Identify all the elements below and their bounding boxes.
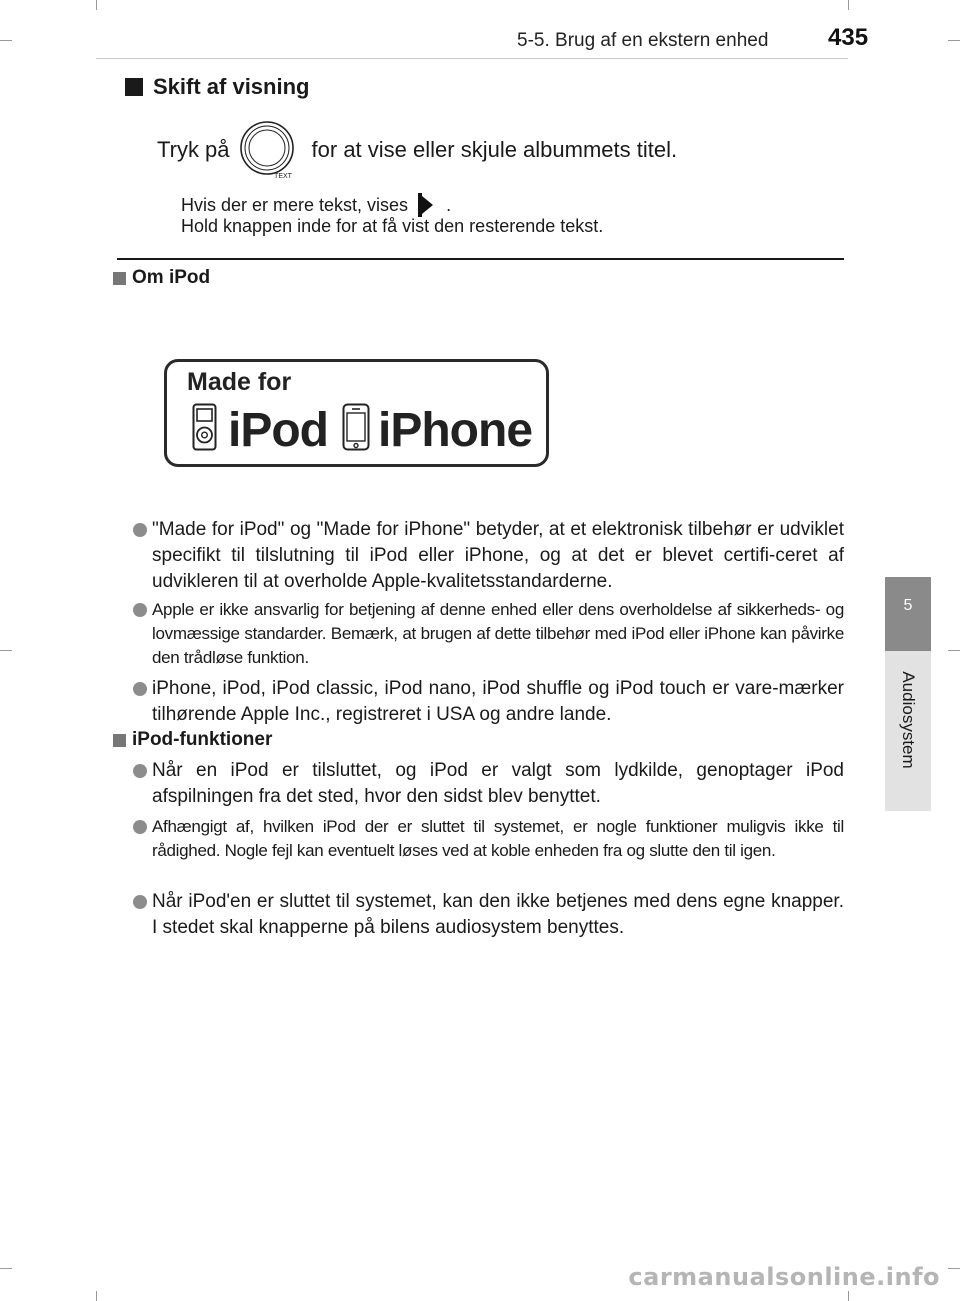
subheading-text: iPod-funktioner <box>132 729 273 750</box>
header-section-title: 5-5. Brug af en ekstern enhed <box>517 30 769 51</box>
iphone-device-icon <box>342 403 370 451</box>
text-knob-icon <box>238 120 298 180</box>
chapter-label: Audiosystem <box>899 671 918 769</box>
list-item-text: "Made for iPod" og "Made for iPhone" betyder, at et elektronisk tilbehør er udviklet specifikt til tilslutning til iPod eller iPhone, og at det er blevet certifi-ceret af udvikleren til at overholde Apple-kvalitetsstandarderne. <box>152 519 844 592</box>
chapter-tab-number: 5 <box>903 597 913 614</box>
instruction-after: for at vise eller skjule albummets titel. <box>311 137 678 162</box>
round-bullet-icon <box>133 523 147 537</box>
subheading-ipod-funktioner <box>113 729 272 751</box>
list-item-text: Når en iPod er tilsluttet, og iPod er valgt som lydkilde, genoptager iPod afspilningen fra det sted, hvor den sidst blev benyttet. <box>152 760 844 807</box>
instruction-line <box>157 120 677 180</box>
square-bullet-icon <box>113 272 126 285</box>
list-item <box>133 676 844 728</box>
list-item <box>133 889 844 941</box>
crop-mark <box>848 1291 849 1301</box>
ipod-device-icon <box>192 403 217 451</box>
list-item-text: iPhone, iPod, iPod classic, iPod nano, iPod shuffle og iPod touch er vare-mærker tilhørende Apple Inc., registreret i USA og andre lande. <box>152 678 844 725</box>
crop-mark <box>96 0 97 10</box>
list-item-text: Når iPod'en er sluttet til systemet, kan den ikke betjenes med dens egne knapper. I stedet skal knapperne på bilens audiosystem benyttes. <box>152 891 844 938</box>
watermark: carmanualsonline.info <box>628 1263 940 1291</box>
round-bullet-icon <box>133 603 147 617</box>
subheading-text: Om iPod <box>132 267 211 288</box>
header-divider <box>96 58 848 59</box>
section-divider <box>117 258 844 260</box>
badge-iphone-text: iPhone <box>378 404 533 457</box>
square-bullet-icon <box>125 78 143 96</box>
round-bullet-icon <box>133 682 147 696</box>
knob-label: TEXT <box>273 173 292 180</box>
crop-mark <box>848 0 849 10</box>
page-number: 435 <box>828 24 869 51</box>
badge-made-for: Made for <box>187 368 292 396</box>
list-item-text: Afhængigt af, hvilken iPod der er sluttet til systemet, er nogle funktioner muligvis ikke til rådighed. Nogle fejl kan eventuelt løses ved at koble enheden fra og slutte den til igen. <box>152 817 844 860</box>
round-bullet-icon <box>133 820 147 834</box>
list-item <box>133 815 844 863</box>
section-heading-text: Skift af visning <box>153 74 310 99</box>
round-bullet-icon <box>133 895 147 909</box>
crop-mark <box>0 40 12 41</box>
list-item-text: Apple er ikke ansvarlig for betjening af denne enhed eller dens overholdelse af sikkerheds- og lovmæssige standarder. Bemærk, at brugen af dette tilbehør med iPod eller iPhone kan påvirke den trådløse funktion. <box>152 600 844 667</box>
section-heading <box>125 74 309 100</box>
crop-mark <box>948 40 960 41</box>
square-bullet-icon <box>113 734 126 747</box>
crop-mark <box>0 1268 12 1269</box>
subheading-om-ipod <box>113 267 210 289</box>
list-item <box>133 598 844 670</box>
note-line-1-after: . <box>446 194 452 215</box>
badge-ipod-text: iPod <box>228 404 328 457</box>
crop-mark <box>96 1291 97 1301</box>
round-bullet-icon <box>133 764 147 778</box>
crop-mark <box>0 650 12 651</box>
note-line-1-before: Hvis der er mere tekst, vises <box>181 194 409 215</box>
instruction-before: Tryk på <box>157 137 230 162</box>
note-line-2: Hold knappen inde for at få vist den resterende tekst. <box>181 216 604 236</box>
crop-mark <box>948 1268 960 1269</box>
more-text-arrow-icon <box>418 193 434 217</box>
list-item <box>133 758 844 810</box>
note-line-1 <box>181 193 451 217</box>
list-item <box>133 517 844 595</box>
crop-mark <box>948 650 960 651</box>
